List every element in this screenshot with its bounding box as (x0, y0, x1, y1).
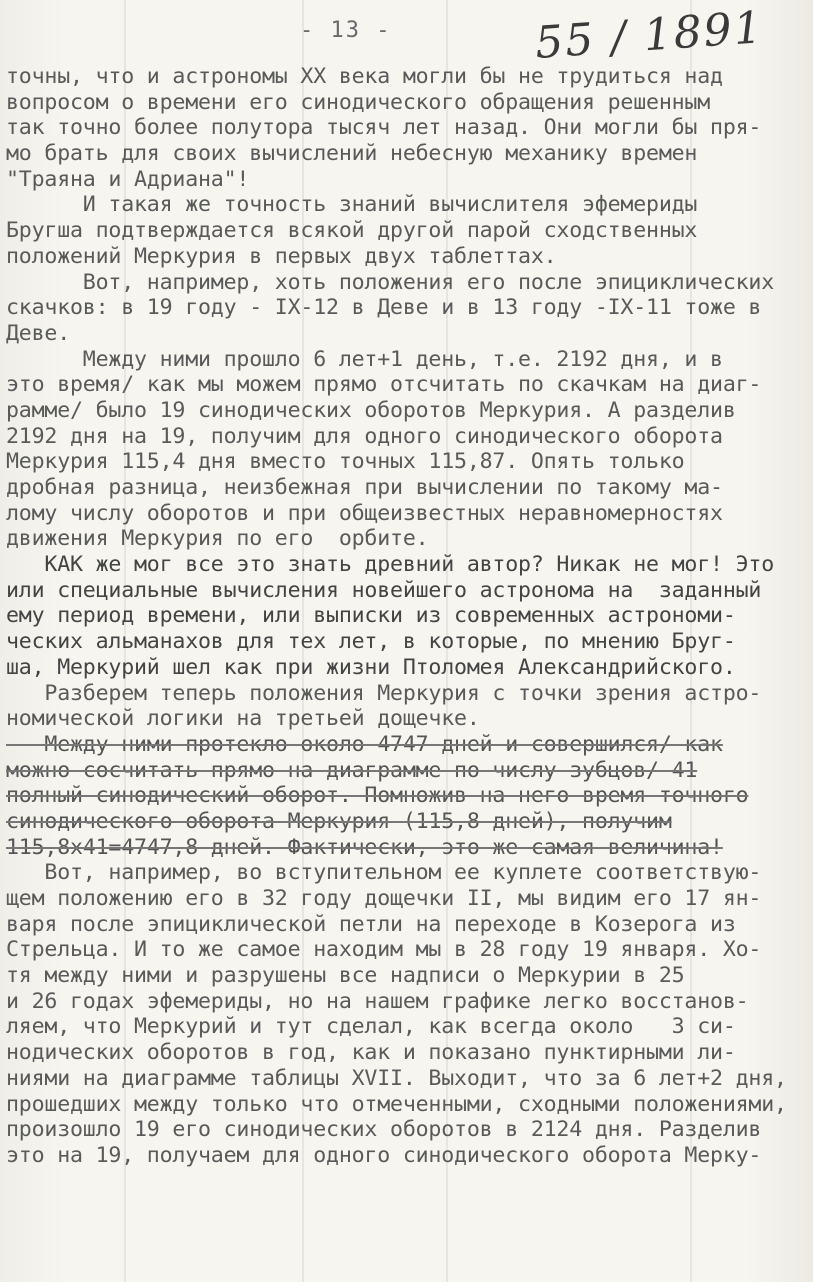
struck-line: Между ними протекло около 4747 дней и совершился/ как (6, 731, 723, 757)
struck-line: полный синодический оборот. Помножив на него время точного (6, 783, 749, 809)
text-line: вопросом о времени его синодического обращения решенным (6, 89, 711, 115)
text-line: это на 19, получаем для одного синодического оборота Мерку- (6, 1142, 762, 1168)
text-line: так точно более полутора тысяч лет назад. Они могли бы пря- (6, 115, 762, 141)
text-line: рамме/ было 19 синодических оборотов Меркурия. А разделив (6, 397, 736, 423)
text-line: варя после эпициклической петли на переходе в Козерога из (6, 911, 736, 937)
text-line: ша, Меркурий шел как при жизни Птоломея Александрийского. (6, 654, 736, 680)
handwritten-note: 55 / 1891 (533, 2, 766, 69)
text-line: движения Меркурия по его орбите. (6, 526, 429, 552)
text-line: Между ними прошло 6 лет+1 день, т.е. 2192 дня, и в (6, 346, 723, 372)
text-line: Стрельца. И то же самое находим мы в 28 году 19 января. Хо- (6, 937, 762, 963)
text-line: скачков: в 19 году - IX-12 в Деве и в 13 году -IX-11 тоже в (6, 295, 762, 321)
text-line: лому числу оборотов и при общеизвестных неравномерностях (6, 500, 723, 526)
struck-line: можно сосчитать прямо на диаграмме по числу зубцов/ 41 (6, 757, 698, 783)
text-line: Вот, например, хоть положения его после эпициклических (6, 269, 775, 295)
text-line: точны, что и астрономы XX века могли бы не трудиться над (6, 64, 723, 89)
struck-line: синодического оборота Меркурия (115,8 дней), получим (6, 808, 672, 834)
text-line: или специальные вычисления новейшего астронома на заданный (6, 577, 762, 603)
text-body (6, 64, 806, 1169)
text-line: номической логики на третьей дощечке. (6, 706, 480, 732)
text-line: КАК же мог все это знать древний автор? Никак не мог! Это (6, 552, 775, 578)
text-line: 2192 дня на 19, получим для одного синодического оборота (6, 423, 723, 449)
text-line: дробная разница, неизбежная при вычислении по такому ма- (6, 475, 723, 500)
page-header (0, 2, 813, 69)
text-line: Разберем теперь положения Меркурия с точки зрения астро- (6, 680, 762, 706)
text-line: положений Меркурия в первых двух таблеттах. (6, 243, 557, 269)
text-line: произошло 19 его синодических оборотов в 2124 дня. Разделив (6, 1117, 762, 1143)
text-line: это время/ как мы можем прямо отсчитать по скачкам на диаг- (6, 372, 762, 398)
text-line: И такая же точность знаний вычислителя эфемериды (6, 192, 698, 218)
text-line: Меркурия 115,4 дня вместо точных 115,87. Опять только (6, 449, 685, 475)
text-line: нодических оборотов в год, как и показано пунктирными ли- (6, 1040, 736, 1066)
text-line: ему период времени, или выписки из современных астрономи- (6, 603, 736, 629)
text-line: тя между ними и разрушены все надписи о Меркурии в 25 (6, 963, 685, 989)
text-line: и 26 годах эфемериды, но на нашем графике легко восстанов- (6, 988, 749, 1014)
text-line: прошедших между только что отмеченными, сходными положениями, (6, 1091, 787, 1117)
text-line: "Траяна и Адриана"! (6, 166, 250, 192)
text-line: ляем, что Меркурий и тут сделал, как всегда около 3 си- (6, 1014, 736, 1040)
struck-line: 115,8х41=4747,8 дней. Фактически, это же самая величина! (6, 834, 723, 860)
page-number: - 13 - (300, 18, 392, 43)
text-line: ниями на диаграмме таблицы XVII. Выходит, что за 6 лет+2 дня, (6, 1065, 787, 1091)
text-line: мо брать для своих вычислений небесную механику времен (6, 141, 698, 167)
text-line: щем положению его в 32 году дощечки II, мы видим его 17 ян- (6, 886, 762, 911)
text-line: Вот, например, во вступительном ее куплете соответствую- (6, 860, 762, 886)
text-line: Деве. (6, 320, 71, 346)
text-line: Бругша подтверждается всякой другой парой сходственных (6, 218, 698, 244)
text-line: ческих альманахов для тех лет, в которые, по мнению Бруг- (6, 629, 736, 655)
